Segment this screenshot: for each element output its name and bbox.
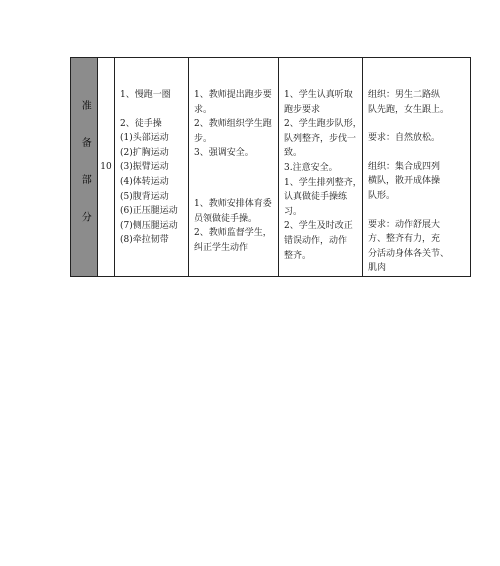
exercise-4: (4)体转运动 [120,176,169,187]
student-line: 跑步要求 [284,104,321,115]
student-line: 致。 [284,148,303,159]
student-line: 1、学生认真听取 [284,90,353,100]
section-cell [71,58,98,277]
organization-line: 队先跑，女生跟上。 [368,104,450,115]
organization-line: 横队，散开成体操 [368,176,441,187]
teacher-line: 1、教师安排体育委 [194,198,272,209]
teacher-line: 求。 [194,104,213,115]
teacher-line: 步。 [194,133,213,144]
lesson-plan-table [70,57,471,277]
student-line: 认真做徒手操练 [284,192,348,203]
content-item-2-title: 2、徒手操 [120,118,162,129]
requirement-line: 要求：自然放松。 [368,133,441,144]
exercise-3: (3)振臂运动 [120,162,169,173]
requirement-line: 方、整齐有力，充 [368,234,441,245]
exercise-2: (2)扩胸运动 [120,147,169,158]
teacher-line: 2、教师监督学生， [194,228,272,239]
teacher-activity-cell [189,58,279,277]
student-line: 整齐。 [284,250,312,261]
student-line: 队列整齐，步伐一 [284,133,357,144]
student-line: 3.注意安全。 [284,162,338,173]
student-line: 错误动作，动作 [284,235,348,246]
teacher-line: 2、教师组织学生跑 [194,119,272,130]
exercise-1: (1)头部运动 [120,133,169,144]
section-label: 准 备 部 分 [79,100,91,234]
content-item-1: 1、慢跑一圈 [120,90,171,100]
requirement-line: 要求：动作舒展大 [368,219,441,230]
time-value: 10 [100,161,112,172]
exercise-7: (7)侧压腿运动 [120,220,178,231]
organization-cell [363,58,471,277]
exercise-5: (5)腹背运动 [120,191,169,202]
student-line: 1、学生排列整齐， [284,177,362,188]
content-cell [115,58,189,277]
time-cell [98,58,115,277]
organization-line: 组织：集合成四列 [368,161,441,172]
teacher-line: 1、教师提出跑步要 [194,90,272,100]
exercise-8: (8)牵拉韧带 [120,235,169,246]
organization-line: 队形。 [368,190,396,201]
teacher-line: 员领做徒手操。 [194,213,258,224]
requirement-line: 肌肉 [368,263,387,274]
student-line: 2、学生及时改正 [284,221,353,232]
student-line: 2、学生跑步队形， [284,119,362,130]
teacher-line: 3、强调安全。 [194,148,254,159]
exercise-6: (6)正压腿运动 [120,206,178,217]
student-activity-cell [279,58,363,277]
student-line: 习。 [284,206,303,217]
organization-line: 组织：男生二路纵 [368,90,441,100]
teacher-line: 纠正学生动作 [194,242,249,253]
table-row [71,58,471,277]
requirement-line: 分活动身体各关节、 [368,248,450,259]
